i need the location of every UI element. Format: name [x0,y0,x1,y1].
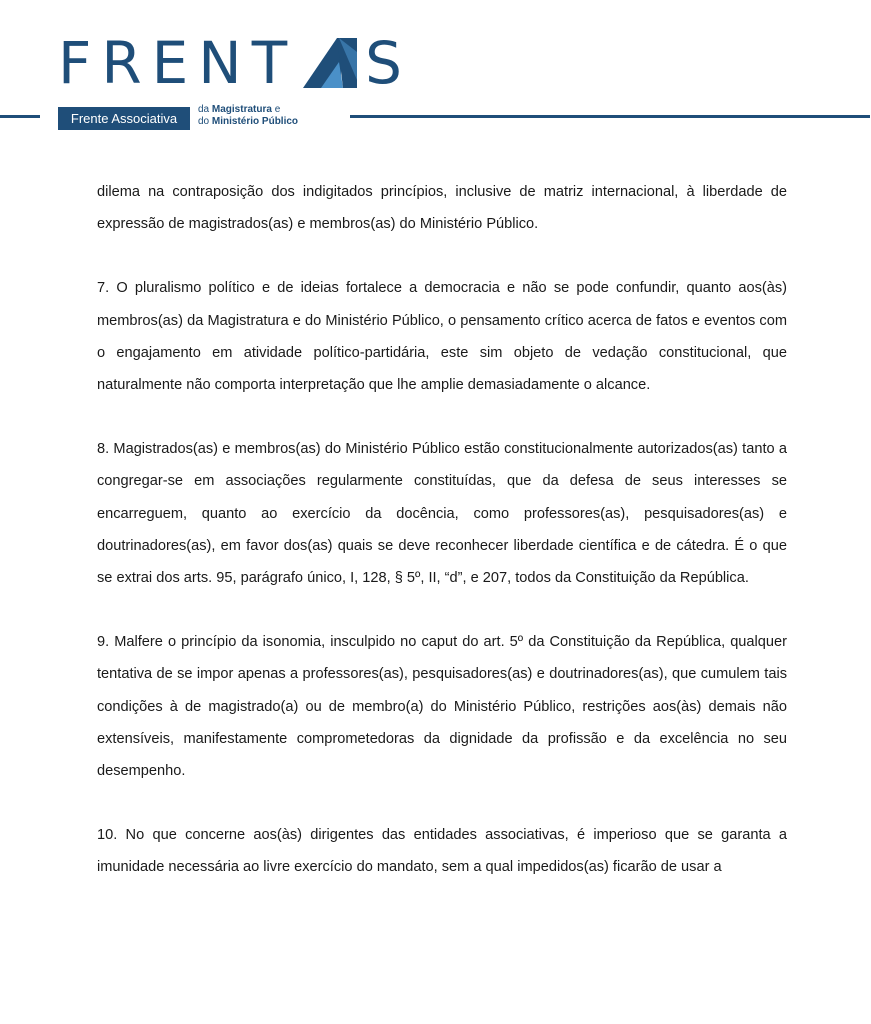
header-rule-right [350,115,870,118]
document-body [97,176,787,916]
logo-badge: Frente Associativa [58,107,190,130]
letterhead [0,0,871,140]
paragraph-7: 7. O pluralismo político e de ideias fortalece a democracia e não se pode confundir, quanto aos(às) membros(as) da Magistratura e do Ministério Público, o pensamento crítico acerca de fatos e eventos com o engajamento em atividade político-partidária, este sim objeto de vedação constitucional, que naturalmente não comporta interpretação que lhe amplie demasiadamente o alcance. [97,280,787,394]
paragraph-continuation: dilema na contraposição dos indigitados princípios, inclusive de matriz internacional, à liberdade de expressão de magistrados(as) e membros(as) do Ministério Público. [97,184,787,233]
logo-a-mark-icon [299,32,361,94]
logo-text-suffix: S [365,29,402,97]
paragraph-8: 8. Magistrados(as) e membros(as) do Ministério Público estão constitucionalmente autorizados(as) tanto a congregar-se em associações regularmente constituídas, que da defesa de seus interesses se encarreguem, quanto ao exercício da docência, como professores(as), pesquisadores(as) e doutrinadores(as), em favor dos(as) quais se deve reconhecer liberdade científica e de cátedra. É o que se extrai dos arts. 95, parágrafo único, I, 128, § 5º, II, “d”, e 207, todos da Constituição da República. [97,441,787,587]
subtitle-line-1: da Magistratura e [198,104,281,115]
paragraph-9: 9. Malfere o princípio da isonomia, insculpido no caput do art. 5º da Constituição da República, qualquer tentativa de se impor apenas a professores(as), pesquisadores(as) e doutrinadores(as), que cumulem tais condições à de magistrado(a) ou de membro(a) do Ministério Público, restrições aos(às) demais não extensíveis, manifestamente comprometedoras da dignidade da profissão e da excelência no seu desempenho. [97,634,787,780]
logo-subtitle [198,104,298,128]
paragraph-10: 10. No que concerne aos(às) dirigentes das entidades associativas, é imperioso que se garanta a imunidade necessária ao livre exercício do mandato, sem a qual impedidos(as) ficarão de usar a [97,827,787,876]
subtitle-line-2: do Ministério Público [198,116,299,127]
header-rule-left [0,115,40,118]
frentas-logo [58,29,402,97]
logo-text-prefix: FRENT [58,29,298,97]
